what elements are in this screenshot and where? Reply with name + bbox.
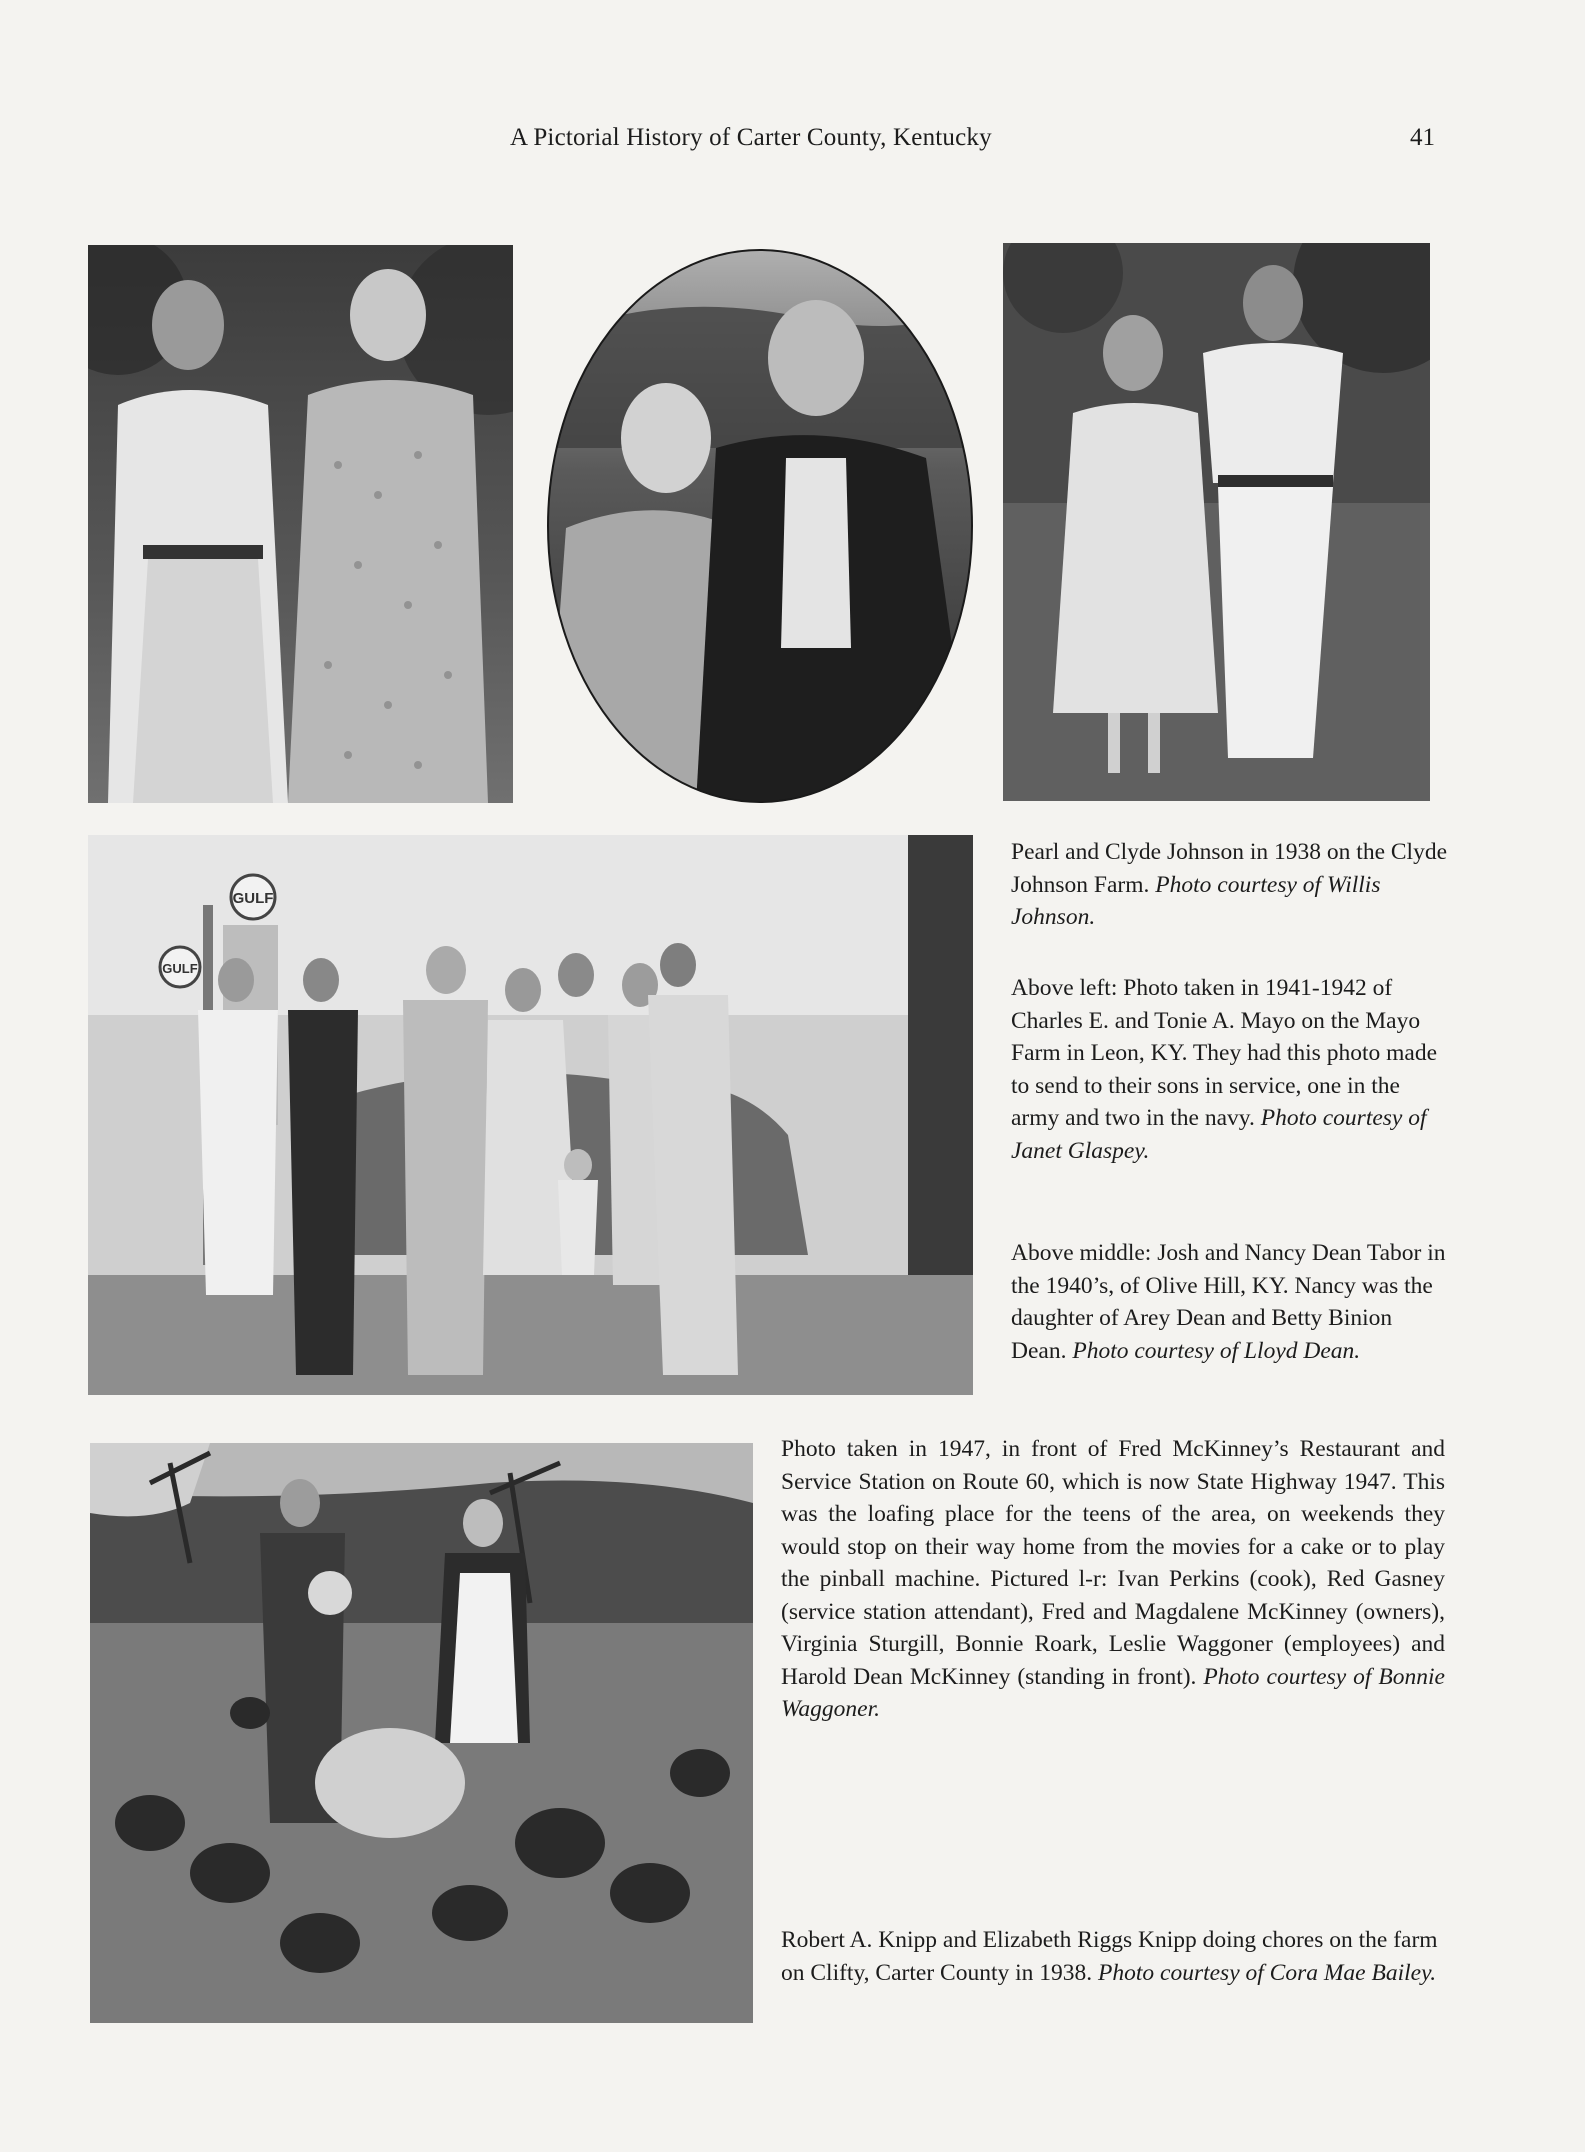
caption-johnson-text: Pearl and Clyde Johnson in 1938 on the Clyde Johnson Farm. <box>1011 839 1448 898</box>
caption-mayo-credit: Photo courtesy of Janet Glaspey. <box>1011 1105 1427 1164</box>
gulf-sign-bottom: GULF <box>162 961 198 976</box>
photo-knipp-farm <box>90 1443 753 2023</box>
caption-knipp-credit: Photo courtesy of Cora Mae Bailey. <box>1098 1959 1437 1986</box>
running-title: A Pictorial History of Carter County, Kentucky <box>510 124 992 151</box>
caption-mayo <box>1011 972 1451 1167</box>
caption-knipp-text: Robert A. Knipp and Elizabeth Riggs Knipp doing chores on the farm on Clifty, Carter County in 1938. <box>781 1927 1438 1986</box>
caption-mckinney-credit: Photo courtesy of Bonnie Waggoner. <box>781 1663 1445 1722</box>
photo-mckinney-station <box>88 835 973 1395</box>
caption-mckinney <box>781 1433 1445 1726</box>
caption-tabor-text: Above middle: Josh and Nancy Dean Tabor in the 1940’s, of Olive Hill, KY. Nancy was the daughter of Arey Dean and Betty Binion Dean. <box>1011 1240 1446 1364</box>
caption-johnson-credit: Photo courtesy of Willis Johnson. <box>1011 871 1381 930</box>
photo-tabor-oval <box>546 248 974 804</box>
page-number: 41 <box>1410 124 1435 151</box>
caption-tabor <box>1011 1237 1451 1367</box>
caption-mayo-text: Above left: Photo taken in 1941-1942 of Charles E. and Tonie A. Mayo on the Mayo Farm in Leon, KY. They had this photo made to send to their sons in service, one in the army and two in the navy. <box>1011 975 1437 1131</box>
photo-johnson-couple <box>1003 243 1430 801</box>
caption-knipp <box>781 1924 1451 1989</box>
caption-johnson <box>1011 836 1451 934</box>
gulf-sign-top: GULF <box>232 890 274 907</box>
caption-tabor-credit: Photo courtesy of Lloyd Dean. <box>1072 1337 1361 1364</box>
photo-mayo-couple <box>88 245 513 803</box>
caption-mckinney-text: Photo taken in 1947, in front of Fred McKinney’s Restaurant and Service Station on Route 60, which is now State Highway 1947. This was the loafing place for the teens of the area, on weekends they would stop on their way home from the movies for a cake or to play the pinball machine. Pictured l-r: Ivan Perkins (cook), Red Gasney (service station attendant), Fred and Magdalene McKinney (owners), Virginia Sturgill, Bonnie Roark, Leslie Waggoner (employees) and Harold Dean McKinney (standing in front). <box>781 1436 1445 1690</box>
